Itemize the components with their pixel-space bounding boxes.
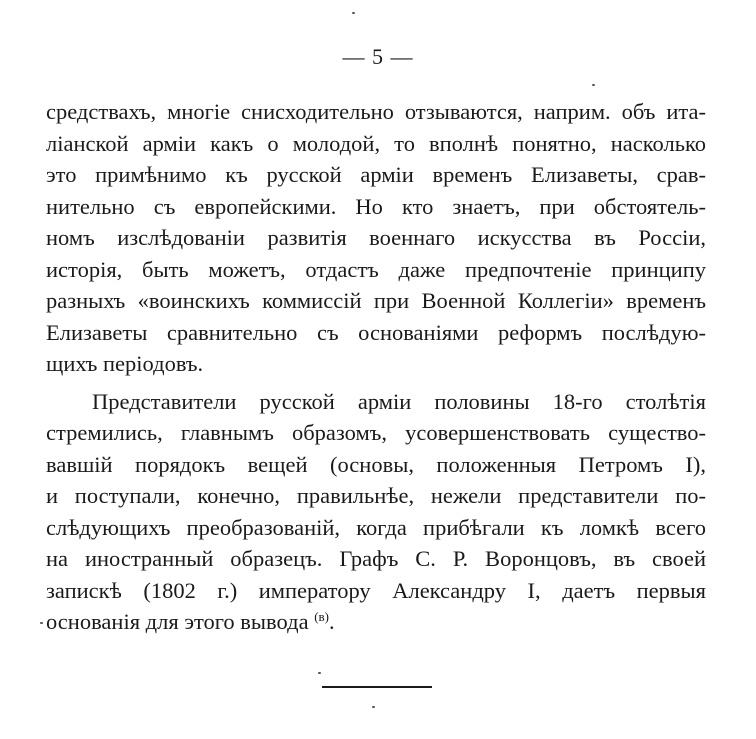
- print-speck: [592, 84, 595, 86]
- text-line-final: [46, 606, 706, 638]
- paragraph-1: [46, 96, 706, 380]
- text-line: Елизаветы сравнительно съ основаніями реформъ послѣдую-: [46, 319, 706, 345]
- page-number: — 5 —: [342, 44, 414, 69]
- footnote-reference: (в): [314, 609, 329, 624]
- print-speck: [40, 622, 43, 624]
- text-line: номъ изслѣдованіи развитія военнаго искусства въ Россіи,: [46, 225, 706, 250]
- text-line: исторія, быть можетъ, отдастъ даже предпочтеніе принципу: [46, 256, 706, 282]
- print-speck: [372, 706, 375, 708]
- text-line: стремились, главнымъ образомъ, усовершенствовать существо-: [46, 420, 706, 445]
- end-rule: [322, 686, 432, 688]
- text-line: щихъ періодовъ.: [46, 351, 204, 376]
- text-line: вавшій порядокъ вещей (основы, положенныя Петромъ I),: [46, 451, 706, 477]
- text-line: Представители русской арміи половины 18-го столѣтія: [92, 388, 706, 414]
- text-line: средствахъ, многіе снисходительно отзываются, наприм. объ ита-: [46, 99, 706, 124]
- text-line: запискѣ (1802 г.) императору Александру I, даетъ первыя: [46, 577, 706, 603]
- text-line: разныхъ «воинскихъ коммиссій при Военной Коллегіи» временъ: [46, 288, 706, 313]
- body-text: [46, 96, 706, 638]
- text-line: и поступали, конечно, правильнѣе, нежели представители по-: [46, 483, 706, 508]
- paragraph-2: [46, 386, 706, 638]
- text-line: это примѣнимо къ русской арміи временъ Елизаветы, срав-: [46, 162, 706, 187]
- text-line: на иностранный образецъ. Графъ С. Р. Воронцовъ, въ своей: [46, 546, 706, 571]
- text-line: ліанской арміи какъ о молодой, то вполнѣ понятно, насколько: [46, 130, 706, 156]
- print-speck: [352, 12, 355, 14]
- print-speck: [318, 672, 321, 674]
- text-line-content: основанія для этого вывода: [46, 609, 309, 634]
- final-period: .: [328, 609, 335, 634]
- text-line: нительно съ европейскими. Но кто знаетъ, при обстоятель-: [46, 193, 706, 219]
- text-line: слѣдующихъ преобразованій, когда прибѣгали къ ломкѣ всего: [46, 514, 706, 540]
